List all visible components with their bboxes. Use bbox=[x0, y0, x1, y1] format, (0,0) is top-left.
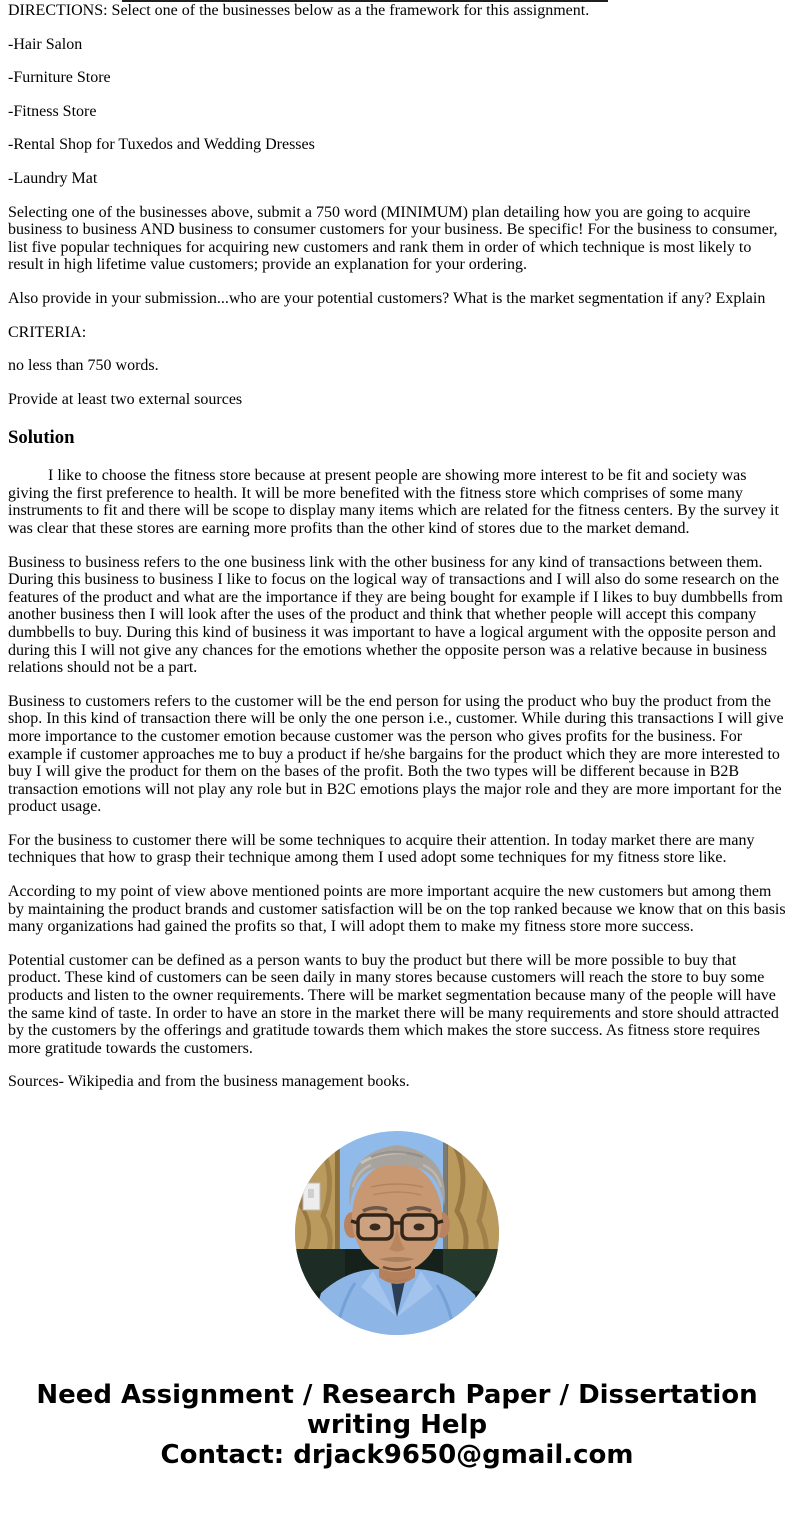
tutor-avatar bbox=[8, 1131, 786, 1340]
solution-paragraph-b2b: Business to business refers to the one business link with the other business for any kind of transactions between them. During this business to business I like to focus on the logical way of transactions and I will also do some research on the features of the product and what are the importance if they are being bought for example if I likes to buy dumbbells from another business then I will look after the uses of the product and think that whether people will accept this company dumbbells to buy. During this kind of business it was important to have a logical argument with the opposite person and during this I will not give any chances for the emotions whether the opposite person was a relative because in business relations should not be a part. bbox=[8, 553, 783, 677]
solution-paragraph-potential-customers: Potential customer can be defined as a person wants to buy the product but there will be more possible to buy that product. These kind of customers can be seen daily in many stores because customers will reach the store to buy some products and listen to the owner requirements. There will be market segmentation because many of the people will have the same kind of taste. In order to have an store in the market there will be many requirements and store should attracted by the customers by the offerings and gratitude towards them which makes the store success. As fitness store requires more gratitude towards the customers. bbox=[8, 951, 779, 1057]
assignment-instructions: Selecting one of the businesses above, submit a 750 word (MINIMUM) plan detailing how you are going to acquire business to business AND business to consumer customers for your business. Be specific! For the business to consumer, list five popular techniques for acquiring new customers and rank them in order of which technique is most likely to result in high lifetime value customers; provide an explanation for your ordering. bbox=[8, 203, 778, 274]
promo-banner-contact: Contact: drjack9650@gmail.com bbox=[160, 1439, 634, 1470]
criteria-label: CRITERIA: bbox=[8, 323, 87, 341]
business-option-hair-salon: -Hair Salon bbox=[8, 35, 83, 53]
solution-paragraph-intro: I like to choose the fitness store because at present people are showing more interest to be fit and society was giving the first preference to health. It will be more benefited with the fitness store which comprises of some many instruments to fit and there will be scope to display many items which are related for the fitness centers. By the survey it was clear that these stores are earning more profits than the other kind of stores due to the market demand. bbox=[8, 467, 779, 537]
criteria-sources: Provide at least two external sources bbox=[8, 390, 243, 408]
cropped-content-edge bbox=[122, 0, 608, 2]
promo-banner-line1: Need Assignment / Research Paper / Dissertation writing Help bbox=[36, 1379, 758, 1440]
tutor-photo bbox=[295, 1131, 499, 1335]
solution-heading: Solution bbox=[8, 427, 75, 448]
solution-paragraph-techniques: For the business to customer there will be some techniques to acquire their attention. In today market there are many techniques that how to grasp their technique among them I used adopt some techniques for my fitness store like. bbox=[8, 831, 755, 867]
solution-paragraph-sources: Sources- Wikipedia and from the business management books. bbox=[8, 1073, 410, 1091]
tutor-photo-image bbox=[295, 1131, 499, 1335]
business-option-rental-shop: -Rental Shop for Tuxedos and Wedding Dresses bbox=[8, 136, 315, 154]
solution-paragraph-opinion: According to my point of view above mentioned points are more important acquire the new customers but among them by maintaining the product brands and customer satisfaction will be on the top ranked because we know that on this basis many organizations had gained the profits so that, I will adopt them to make my fitness store more success. bbox=[8, 883, 786, 936]
business-option-fitness-store: -Fitness Store bbox=[8, 102, 97, 120]
business-option-laundry-mat: -Laundry Mat bbox=[8, 169, 98, 187]
submission-note: Also provide in your submission...who are your potential customers? What is the market segmentation if any? Explain bbox=[8, 289, 766, 307]
business-option-furniture-store: -Furniture Store bbox=[8, 69, 111, 87]
promo-banner bbox=[8, 1380, 786, 1470]
criteria-word-count: no less than 750 words. bbox=[8, 357, 159, 375]
directions-text: DIRECTIONS: Select one of the businesses below as a the framework for this assignment. bbox=[8, 2, 590, 19]
solution-paragraph-b2c: Business to customers refers to the customer will be the end person for using the product who buy the product from the shop. In this kind of transaction there will be only the one person i.e., customer. While during this transactions I will give more importance to the customer emotion because customer was the person who gives profits for the business. For example if customer approaches me to buy a product if he/she bargains for the product which they are more interested to buy I will give the product for them on the bases of the profit. Both the two types will be different because in B2B transaction emotions will not play any role but in B2C emotions plays the major role and they are more important for the product usage. bbox=[8, 692, 784, 816]
